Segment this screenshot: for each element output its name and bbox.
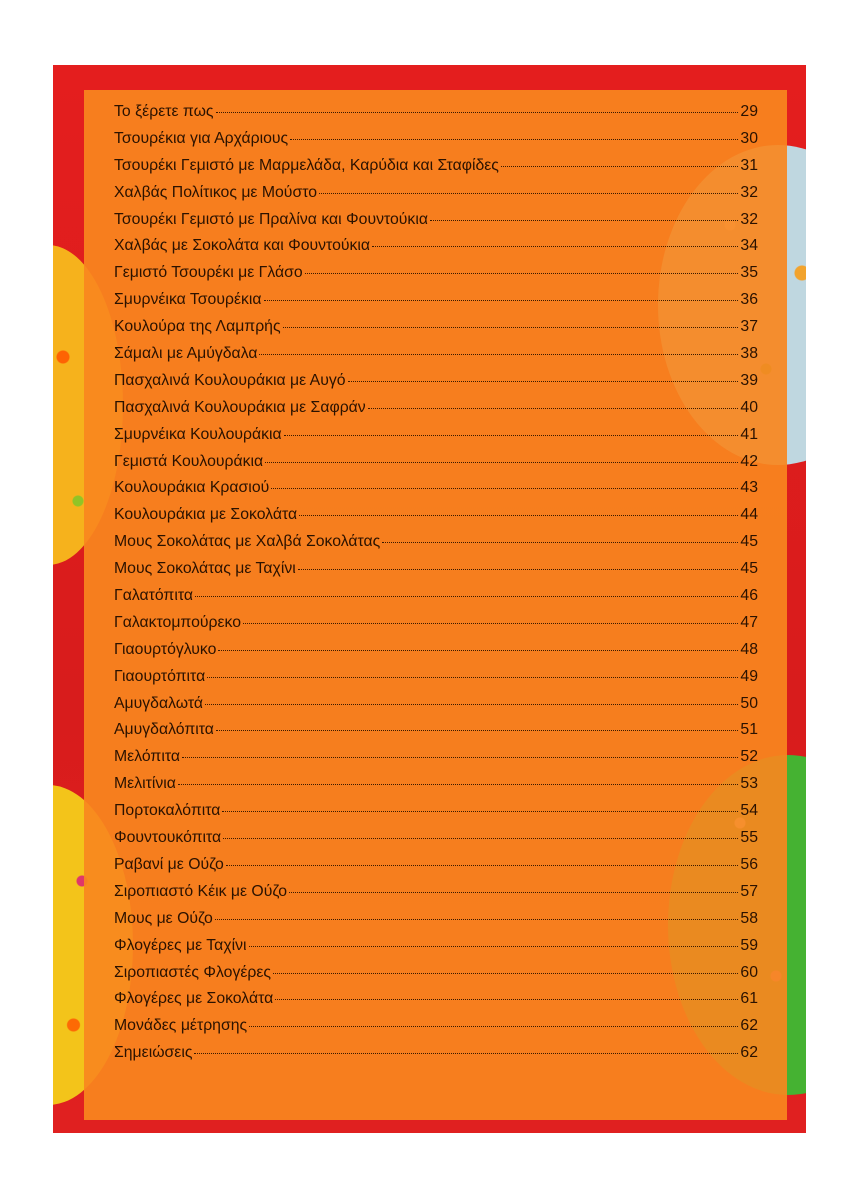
dot-leader	[372, 246, 738, 247]
dot-leader	[215, 919, 739, 920]
toc-entry-page-number: 32	[740, 183, 758, 201]
toc-entry-title: Το ξέρετε πως	[114, 103, 214, 120]
toc-entry[interactable]	[114, 157, 758, 184]
toc-entry[interactable]	[114, 748, 758, 775]
toc-entry-title: Τσουρέκι Γεμιστό με Πραλίνα και Φουντούκια	[114, 210, 428, 228]
dot-leader	[265, 462, 738, 463]
toc-entry[interactable]	[114, 372, 758, 399]
dot-leader	[298, 569, 739, 570]
toc-entry-page-number: 31	[740, 156, 758, 174]
toc-entry-title: Γεμιστό Τσουρέκι με Γλάσο	[114, 264, 303, 282]
toc-entry-page-number: 42	[740, 452, 758, 470]
toc-entry[interactable]	[114, 695, 758, 722]
dot-leader	[430, 220, 738, 221]
dot-leader	[194, 1053, 738, 1054]
toc-entry-title: Ραβανί με Ούζο	[114, 855, 224, 873]
dot-leader	[368, 408, 739, 409]
toc-entry-page-number: 60	[740, 963, 758, 981]
toc-entry-page-number: 62	[740, 1017, 758, 1035]
toc-entry-page-number: 57	[740, 882, 758, 900]
toc-entry-title: Γαλατόπιτα	[114, 587, 193, 605]
toc-entry-title: Γιαουρτόπιτα	[114, 667, 206, 685]
dot-leader	[283, 327, 739, 328]
toc-entry-title: Μους Σοκολάτας με Ταχίνι	[114, 560, 296, 578]
toc-entry-page-number: 47	[740, 613, 758, 631]
toc-entry[interactable]	[114, 990, 758, 1017]
toc-entry-page-number: 58	[740, 909, 758, 927]
toc-entry[interactable]	[114, 479, 758, 506]
book-page	[53, 65, 806, 1133]
toc-entry[interactable]	[114, 560, 758, 587]
toc-entry-page-number: 32	[740, 210, 758, 228]
toc-entry[interactable]	[114, 964, 758, 991]
toc-entry-page-number: 44	[740, 506, 758, 524]
dot-leader	[226, 865, 739, 866]
toc-entry[interactable]	[114, 910, 758, 937]
toc-entry-title: Γιαουρτόγλυκο	[114, 640, 217, 658]
dot-leader	[348, 381, 739, 382]
toc-entry-title: Σμυρνέικα Τσουρέκια	[114, 291, 262, 309]
toc-entry-title: Χαλβάς με Σοκολάτα και Φουντούκια	[114, 237, 371, 255]
dot-leader	[223, 838, 738, 839]
dot-leader	[284, 435, 739, 436]
dot-leader	[218, 650, 738, 651]
toc-entry-title: Κουλουράκια Κρασιού	[114, 479, 270, 497]
dot-leader	[216, 112, 739, 113]
toc-entry[interactable]	[114, 211, 758, 238]
toc-entry-page-number: 56	[740, 855, 758, 873]
toc-entry-page-number: 30	[740, 129, 758, 147]
toc-entry-title: Αμυγδαλόπιτα	[114, 721, 214, 739]
dot-leader	[264, 300, 739, 301]
toc-entry[interactable]	[114, 883, 758, 910]
toc-entry-page-number: 49	[740, 667, 758, 685]
toc-entry-page-number: 53	[740, 775, 758, 793]
toc-entry-title: Φλογέρες με Ταχίνι	[114, 936, 247, 954]
toc-entry-title: Γεμιστά Κουλουράκια	[114, 452, 264, 470]
toc-entry[interactable]	[114, 1044, 758, 1071]
toc-entry-title: Φλογέρες με Σοκολάτα	[114, 990, 274, 1008]
toc-entry-title: Σμυρνέικα Κουλουράκια	[114, 425, 282, 443]
dot-leader	[182, 757, 738, 758]
toc-entry-title: Μελόπιτα	[114, 748, 180, 766]
dot-leader	[290, 139, 738, 140]
toc-panel	[84, 90, 787, 1120]
dot-leader	[205, 704, 738, 705]
toc-entry-page-number: 29	[740, 103, 758, 120]
toc-entry[interactable]	[114, 937, 758, 964]
toc-entry-page-number: 35	[740, 264, 758, 282]
toc-entry-page-number: 39	[740, 371, 758, 389]
toc-entry[interactable]	[114, 506, 758, 533]
toc-entry-title: Πασχαλινά Κουλουράκια με Αυγό	[114, 371, 346, 389]
dot-leader	[243, 623, 738, 624]
dot-leader	[178, 784, 739, 785]
dot-leader	[501, 166, 739, 167]
toc-entry[interactable]	[114, 533, 758, 560]
toc-entry[interactable]	[114, 856, 758, 883]
dot-leader	[216, 730, 739, 731]
toc-entry-title: Πασχαλινά Κουλουράκια με Σαφράν	[114, 398, 366, 416]
dot-leader	[382, 542, 738, 543]
dot-leader	[259, 354, 738, 355]
toc-entry-page-number: 48	[740, 640, 758, 658]
dot-leader	[271, 488, 738, 489]
toc-entry[interactable]	[114, 345, 758, 372]
toc-entry-title: Κουλουράκια με Σοκολάτα	[114, 506, 298, 524]
toc-entry-page-number: 43	[740, 479, 758, 497]
toc-entry[interactable]	[114, 103, 758, 130]
toc-entry-page-number: 54	[740, 802, 758, 820]
toc-entry[interactable]	[114, 264, 758, 291]
dot-leader	[222, 811, 738, 812]
toc-entry-title: Σιροπιαστό Κέικ με Ούζο	[114, 882, 288, 900]
dot-leader	[249, 1026, 738, 1027]
toc-entry[interactable]	[114, 587, 758, 614]
toc-entry-title: Πορτοκαλόπιτα	[114, 802, 221, 820]
toc-entry-title: Σημειώσεις	[114, 1044, 193, 1062]
toc-entry-page-number: 36	[740, 291, 758, 309]
toc-entry-page-number: 40	[740, 398, 758, 416]
toc-entry-title: Μονάδες μέτρησης	[114, 1017, 248, 1035]
toc-entry-page-number: 50	[740, 694, 758, 712]
toc-entry[interactable]	[114, 775, 758, 802]
toc-entry-title: Μελιτίνια	[114, 775, 176, 793]
toc-entry-title: Σιροπιαστές Φλογέρες	[114, 963, 272, 981]
toc-entry-title: Γαλακτομπούρεκο	[114, 613, 242, 631]
toc-entry-page-number: 41	[740, 425, 758, 443]
toc-entry-page-number: 59	[740, 936, 758, 954]
toc-entry[interactable]	[114, 802, 758, 829]
toc-entry-page-number: 45	[740, 533, 758, 551]
dot-leader	[275, 999, 738, 1000]
toc-entry-title: Χαλβάς Πολίτικος με Μούστο	[114, 183, 317, 201]
dot-leader	[305, 273, 739, 274]
toc-entry-page-number: 55	[740, 829, 758, 847]
toc-entry-page-number: 38	[740, 345, 758, 363]
toc-entry[interactable]	[114, 614, 758, 641]
dot-leader	[249, 946, 739, 947]
toc-entry-title: Φουντουκόπιτα	[114, 829, 222, 847]
toc-entry-title: Σάμαλι με Αμύγδαλα	[114, 345, 258, 363]
dot-leader	[289, 892, 738, 893]
toc-entry-page-number: 52	[740, 748, 758, 766]
dot-leader	[319, 193, 738, 194]
table-of-contents	[114, 90, 758, 1071]
dot-leader	[195, 596, 738, 597]
toc-entry[interactable]	[114, 399, 758, 426]
toc-entry-page-number: 45	[740, 560, 758, 578]
toc-entry-page-number: 37	[740, 318, 758, 336]
toc-entry[interactable]	[114, 130, 758, 157]
toc-entry[interactable]	[114, 668, 758, 695]
toc-entry-title: Αμυγδαλωτά	[114, 694, 204, 712]
toc-entry[interactable]	[114, 453, 758, 480]
toc-entry-title: Μους Σοκολάτας με Χαλβά Σοκολάτας	[114, 533, 381, 551]
toc-entry-page-number: 34	[740, 237, 758, 255]
toc-entry[interactable]	[114, 721, 758, 748]
toc-entry[interactable]	[114, 237, 758, 264]
toc-entry-title: Τσουρέκια για Αρχάριους	[114, 129, 289, 147]
toc-entry[interactable]	[114, 829, 758, 856]
toc-entry[interactable]	[114, 291, 758, 318]
toc-entry[interactable]	[114, 1017, 758, 1044]
toc-entry-page-number: 62	[740, 1044, 758, 1062]
dot-leader	[273, 973, 738, 974]
toc-entry[interactable]	[114, 184, 758, 211]
toc-entry[interactable]	[114, 641, 758, 668]
dot-leader	[299, 515, 738, 516]
toc-entry-title: Τσουρέκι Γεμιστό με Μαρμελάδα, Καρύδια και Σταφίδες	[114, 156, 499, 174]
toc-entry-page-number: 61	[740, 990, 758, 1008]
toc-entry-page-number: 51	[740, 721, 758, 739]
dot-leader	[207, 677, 738, 678]
toc-entry-page-number: 46	[740, 587, 758, 605]
toc-entry-title: Κουλούρα της Λαμπρής	[114, 318, 281, 336]
toc-entry[interactable]	[114, 426, 758, 453]
toc-entry-title: Μους με Ούζο	[114, 909, 213, 927]
toc-entry[interactable]	[114, 318, 758, 345]
